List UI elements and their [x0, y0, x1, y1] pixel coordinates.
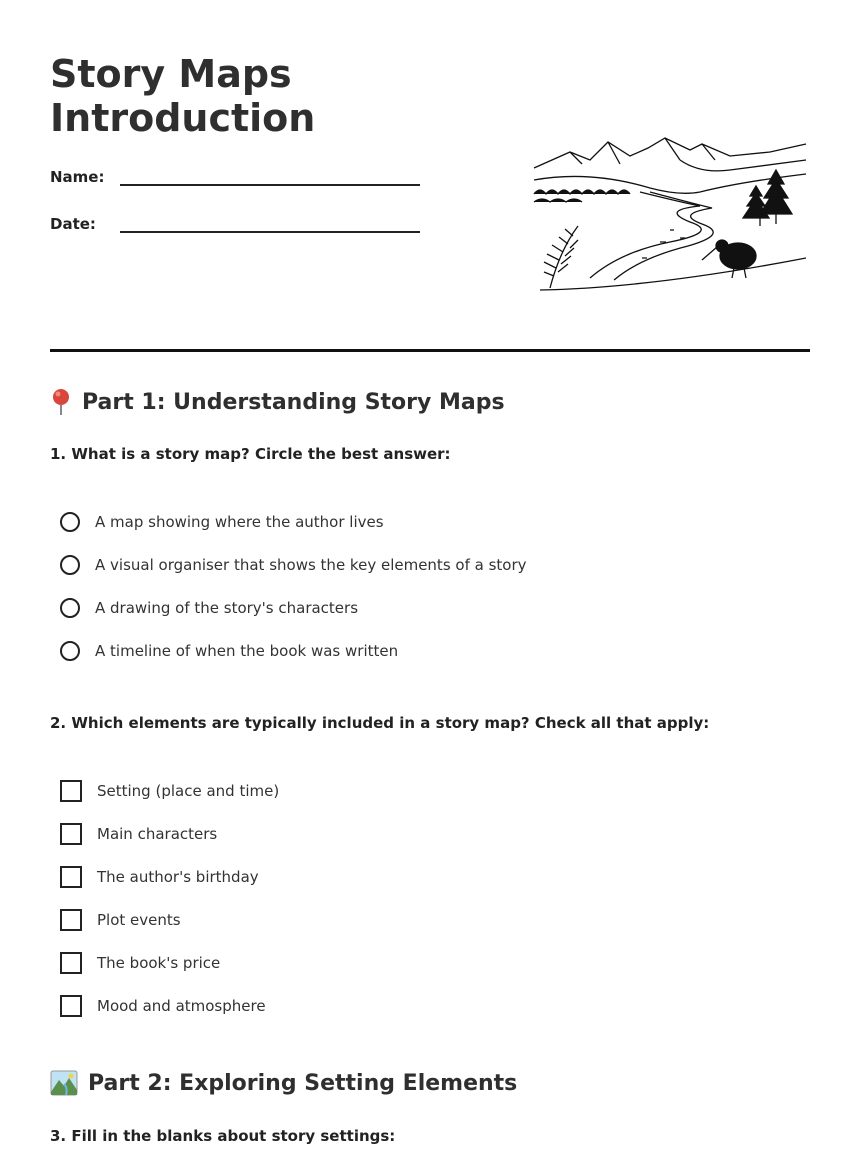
name-field — [50, 164, 420, 186]
option-label: Mood and atmosphere — [97, 997, 266, 1015]
landscape-illustration — [530, 130, 810, 295]
q1-option[interactable] — [60, 555, 527, 575]
landscape-icon — [50, 1070, 78, 1096]
q2-option[interactable] — [60, 780, 279, 802]
radio-circle[interactable] — [60, 598, 80, 618]
option-label: The author's birthday — [97, 868, 259, 886]
q1-option[interactable] — [60, 512, 384, 532]
question-3: 3. Fill in the blanks about story settings: — [50, 1127, 396, 1145]
radio-circle[interactable] — [60, 641, 80, 661]
q1-option[interactable] — [60, 598, 358, 618]
question-2: 2. Which elements are typically included in a story map? Check all that apply: — [50, 714, 710, 732]
name-input-line[interactable] — [120, 164, 420, 186]
q1-option[interactable] — [60, 641, 398, 661]
name-label: Name: — [50, 168, 105, 186]
option-label: A visual organiser that shows the key elements of a story — [95, 556, 527, 574]
checkbox[interactable] — [60, 952, 82, 974]
option-label: Plot events — [97, 911, 181, 929]
option-label: The book's price — [97, 954, 221, 972]
q2-option[interactable] — [60, 995, 266, 1017]
date-label: Date: — [50, 215, 96, 233]
checkbox[interactable] — [60, 995, 82, 1017]
q2-option[interactable] — [60, 823, 217, 845]
pin-icon — [50, 388, 72, 416]
option-label: A map showing where the author lives — [95, 513, 384, 531]
question-1: 1. What is a story map? Circle the best answer: — [50, 445, 451, 463]
part2-heading — [50, 1070, 517, 1096]
date-field — [50, 211, 420, 233]
checkbox[interactable] — [60, 780, 82, 802]
part2-title: Part 2: Exploring Setting Elements — [88, 1070, 518, 1096]
q2-option[interactable] — [60, 866, 259, 888]
header-divider — [50, 349, 810, 352]
checkbox[interactable] — [60, 823, 82, 845]
option-label: A timeline of when the book was written — [95, 642, 399, 660]
option-label: A drawing of the story's characters — [95, 599, 359, 617]
option-label: Setting (place and time) — [97, 782, 280, 800]
q2-option[interactable] — [60, 909, 181, 931]
part1-heading — [50, 388, 505, 416]
option-label: Main characters — [97, 825, 218, 843]
date-input-line[interactable] — [120, 211, 420, 233]
q2-option[interactable] — [60, 952, 220, 974]
radio-circle[interactable] — [60, 555, 80, 575]
radio-circle[interactable] — [60, 512, 80, 532]
page-title: Story Maps Introduction — [50, 52, 316, 140]
part1-title: Part 1: Understanding Story Maps — [82, 389, 505, 415]
checkbox[interactable] — [60, 866, 82, 888]
checkbox[interactable] — [60, 909, 82, 931]
